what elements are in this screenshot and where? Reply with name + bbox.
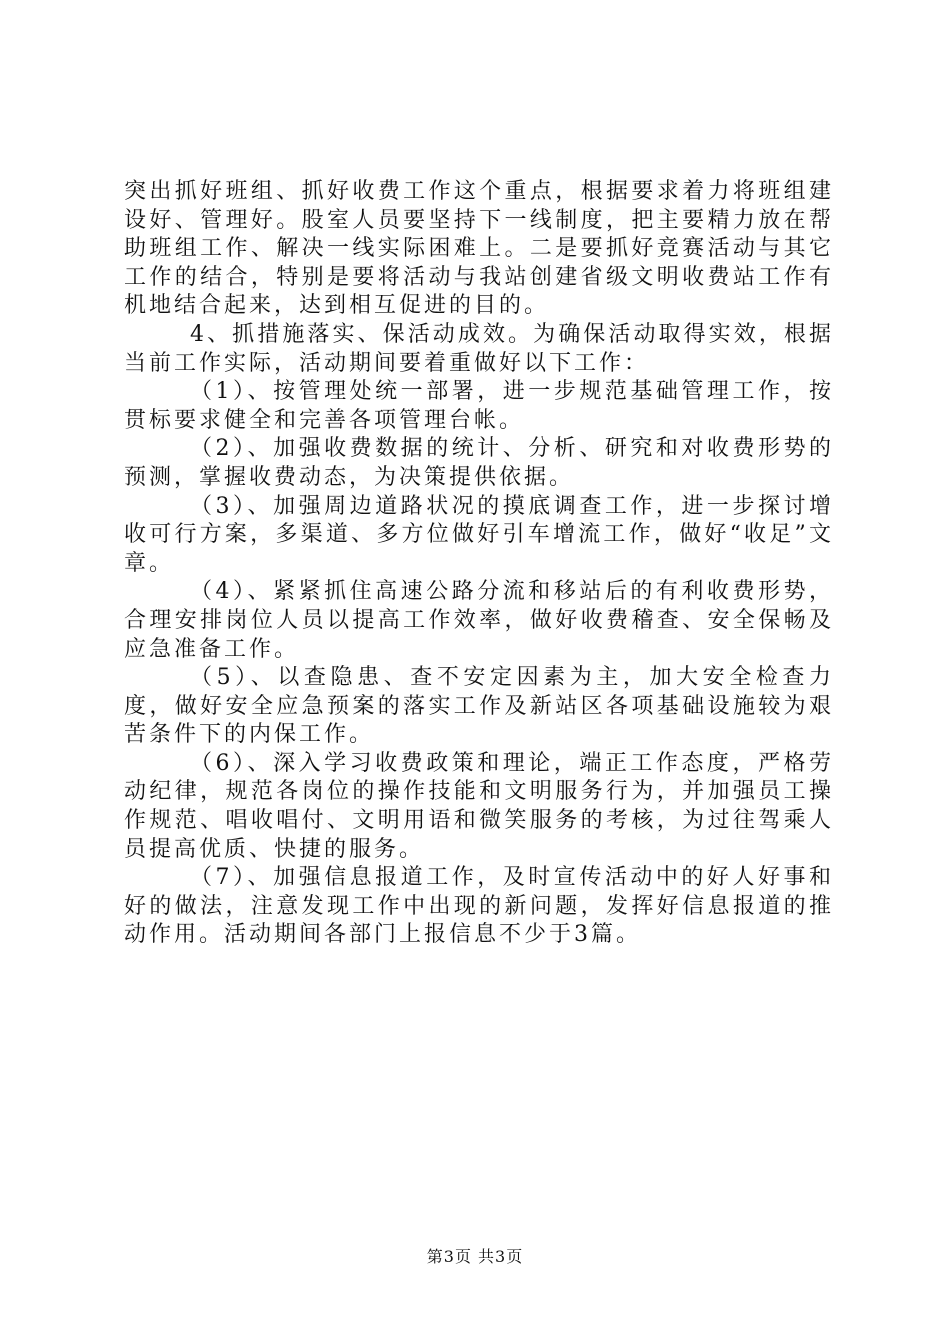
paragraph-item-6: （6）、深入学习收费政策和理论，端正工作态度，严格劳动纪律，规范各岗位的操作技能和文明服务行为，并加强员工操作规范、唱收唱付、文明用语和微笑服务的考核，为过往驾乘人员提高优质、快捷的服务。 bbox=[124, 750, 834, 862]
paragraph-item-3: （3）、加强周边道路状况的摸底调查工作，进一步探讨增收可行方案，多渠道、多方位做好引车增流工作，做好“收足”文章。 bbox=[124, 493, 834, 576]
document-body bbox=[124, 178, 834, 950]
paragraph-item-7: （7）、加强信息报道工作，及时宣传活动中的好人好事和好的做法，注意发现工作中出现的新问题，发挥好信息报道的推动作用。活动期间各部门上报信息不少于3篇。 bbox=[124, 865, 834, 948]
page-footer: 第3页 共3页 bbox=[426, 1247, 524, 1266]
paragraph-item-2: （2）、加强收费数据的统计、分析、研究和对收费形势的预测，掌握收费动态，为决策提供依据。 bbox=[124, 436, 834, 490]
paragraph-item-1: （1）、按管理处统一部署，进一步规范基础管理工作，按贯标要求健全和完善各项管理台帐。 bbox=[124, 379, 834, 433]
paragraph-continuation: 突出抓好班组、抓好收费工作这个重点，根据要求着力将班组建设好、管理好。股室人员要坚持下一线制度，把主要精力放在帮助班组工作、解决一线实际困难上。二是要抓好竞赛活动与其它工作的结合，特别是要将活动与我站创建省级文明收费站工作有机地结合起来，达到相互促进的目的。 bbox=[124, 179, 834, 319]
paragraph-item-4: （4）、紧紧抓住高速公路分流和移站后的有利收费形势，合理安排岗位人员以提高工作效率，做好收费稽查、安全保畅及应急准备工作。 bbox=[124, 579, 834, 662]
paragraph-item-5: （5）、以查隐患、查不安定因素为主，加大安全检查力度，做好安全应急预案的落实工作及新站区各项基础设施较为艰苦条件下的内保工作。 bbox=[124, 665, 834, 748]
paragraph-section-4: 4、抓措施落实、保活动成效。为确保活动取得实效，根据当前工作实际，活动期间要着重做好以下工作： bbox=[124, 321, 834, 376]
